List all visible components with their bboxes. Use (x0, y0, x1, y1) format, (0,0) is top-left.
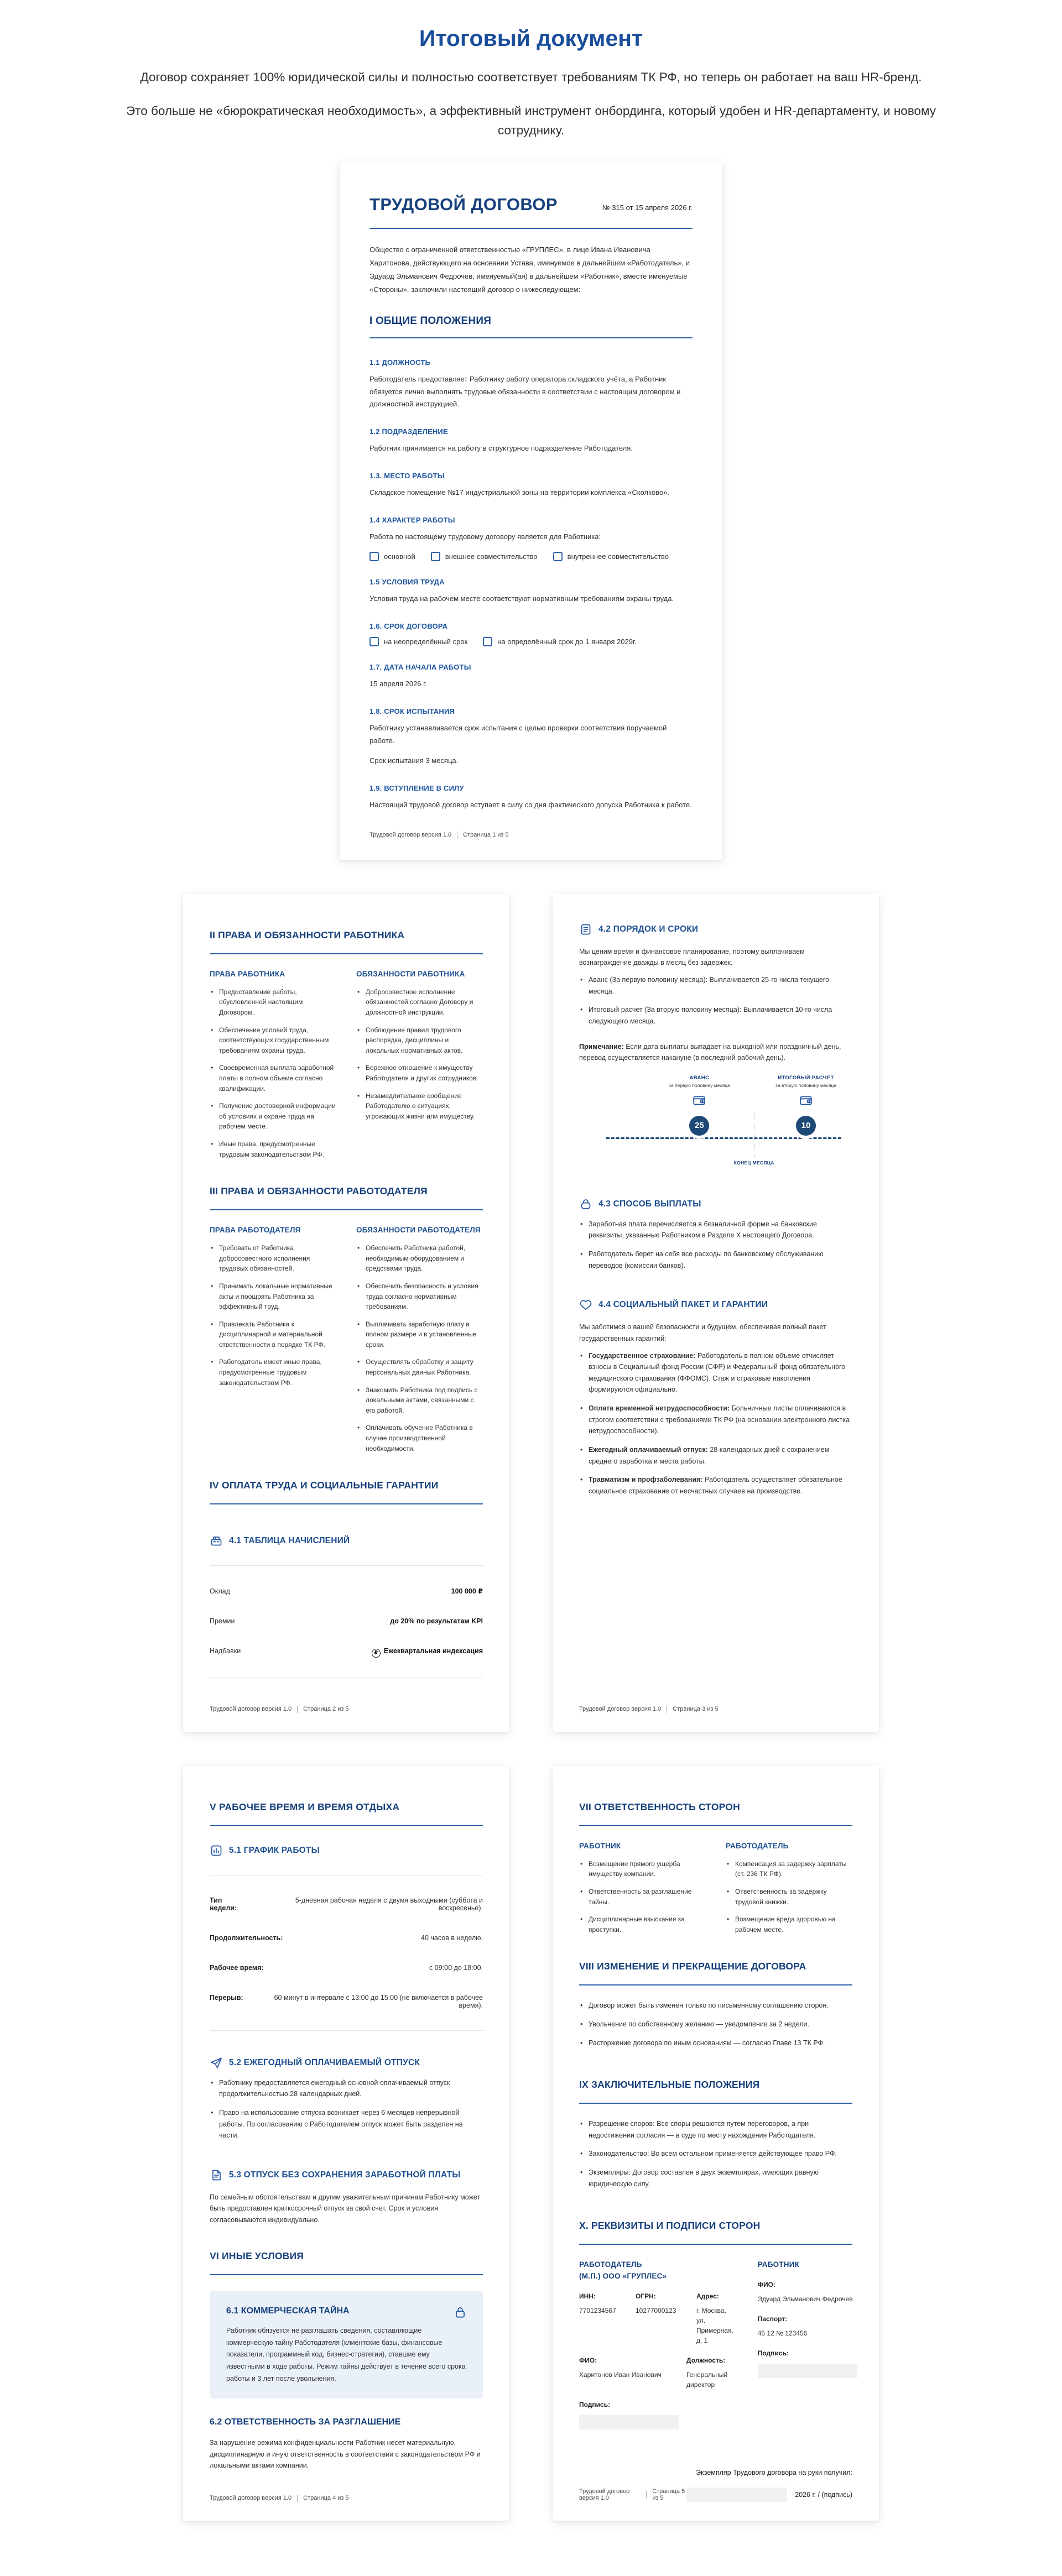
inn-label: ИНН: (579, 2292, 596, 2301)
schedule-value: 40 часов в неделю. (421, 1934, 483, 1942)
schedule-label: Тип недели: (210, 1896, 237, 1912)
list-item: • Заработная плата перечисляется в безналичной форме на банковские реквизиты, указанные Работником в Разделе X настоящего Договора. (579, 1219, 852, 1241)
footer-page-number: Страница 5 из 5 (652, 2488, 685, 2501)
list-item: • Возмещение прямого ущерба имуществу компании. (579, 1859, 706, 1879)
subsection-6-2: 6.2 ОТВЕТСТВЕННОСТЬ ЗА РАЗГЛАШЕНИЕ (210, 2417, 401, 2427)
list-item: • Государственное страхование: Работодатель в полном объеме отчисляет взносы в Социальный фонд России (СФР) и Федеральный фонд обязательного медицинского страхования (ФФОМС). Стаж и страховые накопления формируются официально. (579, 1350, 852, 1396)
employer-heading-2: (М.П.) ООО «ГРУПЛЕС» (579, 2272, 667, 2281)
employer-person (579, 2356, 733, 2390)
page-footer-3 (579, 1688, 852, 1713)
fio-label: ФИО: (579, 2356, 597, 2365)
liability-columns (579, 1841, 852, 1942)
list-item: • Выплачивать заработную плату в полном размере и в установленные сроки. (356, 1319, 483, 1350)
employer-signature-field (579, 2415, 679, 2429)
bullet-list (210, 1243, 336, 1388)
clause-1-7 (369, 649, 693, 693)
clause-heading: 1.8. СРОК ИСПЫТАНИЯ (369, 707, 455, 715)
subsection-4-4 (579, 1298, 852, 1311)
list-item: • Принимать локальные нормативные акты и поощрять Работника за эффективный труд. (210, 1281, 336, 1312)
note-lead: Примечание: (579, 1042, 624, 1051)
subsection-title: 4.2 ПОРЯДОК И СРОКИ (598, 924, 699, 934)
timeline-dashed-line (606, 1137, 841, 1139)
contract-page-1 (340, 163, 722, 860)
clause-heading: 1.3. МЕСТО РАБОТЫ (369, 471, 445, 480)
footer-version: Трудовой договор версия 1.0 (210, 2495, 292, 2502)
employer-rights-duties (210, 1225, 483, 1461)
position-value: Генеральный директор (686, 2371, 728, 2389)
list-item: • Компенсация за задержку зарплаты (ст. 236 ТК РФ). (726, 1859, 852, 1879)
clause-text: Складское помещение №17 индустриальной зоны на территории комплекса «Сколково». (369, 488, 670, 497)
intro-paragraph-1: Договор сохраняет 100% юридической силы и полностью соответствует требованиям ТК РФ, но теперь он работает на ваш HR-бренд. (140, 70, 922, 84)
employer-signature-block (579, 2401, 733, 2429)
employer-requisites (579, 2259, 733, 2429)
fio-label: ФИО: (757, 2281, 775, 2289)
list-item: • Ответственность за разглашение тайны. (579, 1887, 706, 1907)
doc-header (369, 195, 693, 215)
pages-row-2 (0, 894, 1062, 1732)
employer-ids (579, 2292, 733, 2345)
list-item: • Обеспечить безопасность и условия труда согласно нормативным требованиям. (356, 1281, 483, 1312)
column-heading: РАБОТНИК (579, 1841, 621, 1850)
column-heading: ПРАВА РАБОТНИКА (210, 969, 285, 978)
salary-label: Премии (210, 1617, 235, 1626)
checkbox-label: внутреннее совместительство (567, 552, 669, 561)
payment-timeline (579, 1073, 852, 1171)
list-item: • Бережное отношение к имуществу Работодателя и других сотрудников. (356, 1063, 483, 1083)
clause-1-9 (369, 770, 693, 814)
list-item: • Ежегодный оплачиваемый отпуск: 28 календарных дней с сохранением среднего заработка и места работы. (579, 1444, 852, 1467)
clause-1-8 (369, 693, 693, 770)
list-item: • Осуществлять обработку и защиту персональных данных Работника. (356, 1357, 483, 1377)
section-title-3: III ПРАВА И ОБЯЗАННОСТИ РАБОТОДАТЕЛЯ (210, 1185, 428, 1197)
employee-duties-column (356, 969, 483, 1167)
employee-liability-column (579, 1841, 706, 1942)
salary-label: Оклад (210, 1587, 230, 1596)
list-item: • Работнику предоставляется ежегодный основной оплачиваемый отпуск продолжительностью 28 календарных дней. (210, 2077, 483, 2100)
divider (210, 2274, 483, 2275)
bullet-list-bold-leads (579, 1350, 852, 1504)
salary-row (210, 1647, 483, 1657)
divider (210, 1565, 483, 1566)
checkbox-icon[interactable] (553, 552, 563, 561)
list-item: • Итоговый расчет (За вторую половину месяца): Выплачивается 10-го числа следующего месяца. (579, 1004, 852, 1027)
list-item: • Предоставление работы, обусловленной настоящим Договором. (210, 987, 336, 1018)
paragraph: Работник обязуется не разглашать сведения, составляющие коммерческую тайну Работодателя (клиентские базы, финансовые показатели, программный код, бизнес-стратегии), ставшие ему известными в ходе работы. Режим тайны действует в течение всего срока работы и 3 лет после увольнения. (226, 2326, 466, 2383)
schedule-row (210, 1994, 483, 2009)
list-item: • Иные права, предусмотренные трудовым законодательством РФ. (210, 1139, 336, 1159)
list-item: • Требовать от Работника добросовестного исполнения трудовых обязанностей. (210, 1243, 336, 1274)
section-title-7: VII ОТВЕТСТВЕННОСТЬ СТОРОН (579, 1801, 740, 1812)
footer-page-number: Страница 1 из 5 (463, 832, 509, 839)
term-options (369, 637, 693, 646)
divider (210, 2030, 483, 2031)
clause-text: Настоящий трудовой договор вступает в силу со дня фактического допуска Работника к работе. (369, 801, 692, 809)
copy-suffix: 2026 г. / (подпись) (795, 2490, 852, 2499)
passport-value: 45 12 № 123456 (757, 2329, 808, 2338)
clause-1-4 (369, 501, 693, 564)
schedule-row (210, 1964, 483, 1972)
employee-signature-field (758, 2364, 857, 2378)
clause-1-6 (369, 608, 693, 649)
position-block (686, 2356, 733, 2390)
note-text: Если дата выплаты выпадает на выходной или праздничный день, перевод осуществляется накануне (в последний рабочий день). (579, 1042, 841, 1062)
bullet-list (726, 1859, 852, 1935)
footer-page-number: Страница 3 из 5 (673, 1706, 719, 1713)
timeline-node-title: ИТОГОВЫЙ РАСЧЕТ (778, 1074, 834, 1081)
address-label: Адрес: (696, 2292, 719, 2301)
column-heading: ПРАВА РАБОТОДАТЕЛЯ (210, 1226, 301, 1235)
list-item: • Законодательство: Во всем остальном применяется действующее право РФ. (579, 2148, 852, 2160)
page-footer-4 (210, 2477, 483, 2502)
footer-page-number: Страница 2 из 5 (303, 1706, 349, 1713)
bullet-list (579, 974, 852, 1034)
address-value: г. Москва, ул. Примерная, д. 1 (696, 2307, 733, 2345)
page-footer-5 (579, 2488, 686, 2501)
section-title-1: I ОБЩИЕ ПОЛОЖЕНИЯ (369, 315, 492, 327)
footer-separator (646, 2491, 647, 2498)
ogrn-block (636, 2292, 686, 2345)
clause-1-1 (369, 344, 693, 413)
divider (210, 953, 483, 954)
lock-icon (453, 2305, 467, 2322)
clause-heading: 1.6. СРОК ДОГОВОРА (369, 622, 448, 631)
divider (210, 1825, 483, 1826)
employer-heading-1: РАБОТОДАТЕЛЬ (579, 2260, 642, 2269)
work-type-options (369, 552, 693, 561)
salary-value-text: Ежеквартальная индексация (383, 1647, 483, 1655)
salary-value: до 20% по результатам KPI (390, 1617, 483, 1626)
subsection-title: 4.1 ТАБЛИЦА НАЧИСЛЕНИЙ (229, 1536, 350, 1546)
commercial-secret-box (210, 2291, 483, 2399)
paragraph: За нарушение режима конфиденциальности Работник несет материальную, дисциплинарную и иную ответственность в соответствии с законодательством РФ и локальными актами компании. (210, 2439, 481, 2470)
subsection-4-3 (579, 1198, 852, 1211)
schedule-row (210, 1934, 483, 1942)
section-title-5: V РАБОЧЕЕ ВРЕМЯ И ВРЕМЯ ОТДЫХА (210, 1801, 400, 1812)
clause-text: Работа по настоящему трудовому договору является для Работника: (369, 532, 601, 541)
doc-number: № 315 от 15 апреля 2026 г. (602, 203, 693, 212)
page5-bottom (579, 2452, 852, 2502)
list-item: • Работодатель берет на себя все расходы по банковскому обслуживанию переводов (комиссии банков). (579, 1248, 852, 1271)
checkbox-icon[interactable] (369, 637, 379, 646)
list-item: • Обеспечить Работника работой, необходимым оборудованием и средствами труда. (356, 1243, 483, 1274)
list-item: • Разрешение споров: Все споры решаются путем переговоров, а при недостижении согласия — в суде по месту нахождения Работодателя. (579, 2118, 852, 2141)
wallet-icon (655, 1093, 743, 1110)
list-item: • Незамедлительное сообщение Работодателю о ситуациях, угрожающих жизни или имуществу. (356, 1091, 483, 1122)
timeline-node-title: АВАНС (689, 1074, 710, 1081)
bullet-list (579, 2118, 852, 2197)
contract-page-4 (183, 1766, 509, 2521)
pages-row-3 (0, 1766, 1062, 2521)
section-title-6: VI ИНЫЕ УСЛОВИЯ (210, 2250, 304, 2261)
list-item: • Получение достоверной информации об условиях и охране труда на рабочем месте. (210, 1101, 336, 1132)
wallet-icon (762, 1093, 850, 1110)
subsection-title: 5.1 ГРАФИК РАБОТЫ (229, 1845, 320, 1855)
document-icon (579, 923, 592, 936)
list-item: • Аванс (За первую половину месяца): Выплачивается 25-го числа текущего месяца. (579, 974, 852, 997)
list-item: • Экземпляры: Договор составлен в двух экземплярах, имеющих равную юридическую силу. (579, 2167, 852, 2190)
footer-version: Трудовой договор версия 1.0 (579, 2488, 630, 2501)
checkbox-option[interactable] (553, 552, 669, 561)
divider (369, 228, 693, 229)
divider (210, 1209, 483, 1210)
subsection-title: 4.4 СОЦИАЛЬНЫЙ ПАКЕТ И ГАРАНТИИ (598, 1300, 768, 1310)
copy-received-line: Экземпляр Трудового договора на руки получил: (696, 2468, 852, 2476)
divider (579, 2244, 852, 2245)
timeline-day-circle: 25 (689, 1116, 709, 1136)
clause-text: Условия труда на рабочем месте соответствуют нормативным требованиям охраны труда. (369, 594, 674, 603)
divider (579, 2103, 852, 2104)
checkbox-option[interactable] (369, 552, 415, 561)
section-title-2: II ПРАВА И ОБЯЗАННОСТИ РАБОТНИКА (210, 929, 405, 940)
doc-title: ТРУДОВОЙ ДОГОВОР (369, 194, 558, 214)
bullet-list (579, 1219, 852, 1279)
bullet-list (356, 987, 483, 1122)
contract-page-2 (183, 894, 509, 1732)
clause-1-2 (369, 413, 693, 457)
employee-rights-column (210, 969, 336, 1167)
bullet-list (210, 2077, 483, 2149)
footer-version: Трудовой договор версия 1.0 (369, 832, 452, 839)
checkbox-label: на определённый срок до 1 января 2029г. (497, 638, 637, 646)
checkbox-icon[interactable] (483, 637, 492, 646)
fio-value: Эдуард Эльманович Федрочев (757, 2295, 853, 2303)
position-label: Должность: (686, 2356, 726, 2365)
schedule-label: Рабочее время: (210, 1963, 264, 1972)
checkbox-label: основной (384, 552, 415, 561)
fio-block (579, 2356, 676, 2390)
page-footer-1 (369, 814, 693, 839)
clause-text: Работнику устанавливается срок испытания с целью проверки соответствия поручаемой работе. (369, 723, 667, 745)
list-item: • Своевременная выплата заработной платы в полном объеме согласно квалификации. (210, 1063, 336, 1094)
list-item: • Увольнение по собственному желанию — уведомление за 2 недели. (579, 2019, 852, 2030)
list-item: • Оплата временной нетрудоспособности: Больничные листы оплачиваются в строгом соответствии с требованиями ТК РФ (на основании электронного листка нетрудоспособности). (579, 1403, 852, 1437)
document-icon (210, 2169, 223, 2182)
heart-icon (579, 1298, 592, 1311)
bullet-list (210, 987, 336, 1159)
clause-heading: 1.4 ХАРАКТЕР РАБОТЫ (369, 515, 455, 524)
clause-heading: 1.7. ДАТА НАЧАЛА РАБОТЫ (369, 663, 471, 672)
bullet-list (356, 1243, 483, 1454)
salary-value: 100 000 ₽ (451, 1587, 483, 1596)
page-title: Итоговый документ (419, 25, 643, 51)
list-item: • Знакомить Работника под подпись с локальными актами, связанными с его работой. (356, 1385, 483, 1416)
subsection-title: 5.2 ЕЖЕГОДНЫЙ ОПЛАЧИВАЕМЫЙ ОТПУСК (229, 2057, 420, 2067)
list-item: • Дисциплинарные взыскания за проступки. (579, 1914, 706, 1935)
note-paragraph (579, 1041, 852, 1064)
timeline-node-final (762, 1075, 850, 1136)
subsection-title: 6.1 КОММЕРЧЕСКАЯ ТАЙНА (226, 2306, 350, 2316)
list-item: • Травматизм и профзаболевания: Работодатель осуществляет обязательное социальное страхование от несчастных случаев на производстве. (579, 1474, 852, 1497)
footer-version: Трудовой договор версия 1.0 (579, 1706, 662, 1713)
employer-liability-column (726, 1841, 852, 1942)
subsection-5-3 (210, 2169, 483, 2182)
subsection-4-2 (579, 923, 852, 936)
column-heading: ОБЯЗАННОСТИ РАБОТОДАТЕЛЯ (356, 1226, 481, 1235)
section-title-4: IV ОПЛАТА ТРУДА И СОЦИАЛЬНЫЕ ГАРАНТИИ (210, 1480, 439, 1491)
list-item: • Расторжение договора по иным основаниям — согласно Главе 13 ТК РФ. (579, 2037, 852, 2049)
bottom-spacer (0, 2521, 1062, 2576)
footer-page-number: Страница 4 из 5 (303, 2495, 349, 2502)
list-item: • Договор может быть изменен только по письменному соглашению сторон. (579, 2000, 852, 2011)
airplane-icon (210, 2056, 223, 2070)
clause-1-3 (369, 457, 693, 501)
clause-text: Работник принимается на работу в структурное подразделение Работодателя. (369, 444, 633, 453)
paragraph: По семейным обстоятельствам и другим уважительным причинам Работнику может быть предоставлен краткосрочный отпуск за свой счет. Срок и условия согласовываются индивидуально. (210, 2193, 481, 2224)
list-item: • Ответственность за задержку трудовой книжки. (726, 1887, 852, 1907)
section-title-8: VIII ИЗМЕНЕНИЕ И ПРЕКРАЩЕНИЕ ДОГОВОРА (579, 1961, 806, 1972)
bullet-list (579, 2000, 852, 2056)
checkbox-label: на неопределённый срок (384, 638, 468, 646)
employee-requisites (758, 2259, 857, 2429)
checkbox-icon[interactable] (431, 552, 440, 561)
timeline-node-subtitle: за первую половину месяца (668, 1082, 730, 1088)
clause-heading: 1.1 ДОЛЖНОСТЬ (369, 358, 431, 367)
checkbox-label: внешнее совместительство (445, 552, 538, 561)
cash-register-icon (210, 1534, 223, 1548)
clause-text: 15 апреля 2026 г. (369, 680, 427, 688)
address-block (696, 2292, 733, 2345)
footer-version: Трудовой договор версия 1.0 (210, 1706, 292, 1713)
timeline-node-advance (655, 1075, 743, 1136)
employer-rights-column (210, 1225, 336, 1461)
intro-paragraph-2: Это больше не «бюрократическая необходимость», а эффективный инструмент онбординга, который удобен и HR-департаменту, и новому сотруднику. (126, 103, 936, 137)
divider (579, 1825, 852, 1826)
party-heading (579, 2259, 733, 2282)
employee-rights-duties (210, 969, 483, 1167)
subsection-5-2 (210, 2056, 483, 2070)
timeline-node-subtitle: за вторую половину месяца (775, 1082, 836, 1088)
inn-value: 7701234567 (579, 2307, 616, 2315)
list-item: • Привлекать Работника к дисциплинарной и материальной ответственности в порядке ТК РФ. (210, 1319, 336, 1350)
column-heading: ОБЯЗАННОСТИ РАБОТНИКА (356, 969, 465, 978)
salary-value (372, 1647, 483, 1657)
purse-icon (579, 1198, 592, 1211)
signature-label: Подпись: (757, 2349, 789, 2358)
page5-bottom-row (579, 2488, 852, 2502)
footer-separator (297, 1706, 298, 1713)
clause-heading: 1.5 УСЛОВИЯ ТРУДА (369, 578, 445, 587)
checkbox-option[interactable] (483, 637, 636, 646)
bullet-list (579, 1859, 706, 1935)
timeline-mid-label: КОНЕЦ МЕСЯЦА (733, 1159, 774, 1166)
checkbox-option[interactable] (431, 552, 538, 561)
list-item: • Оплачивать обучение Работника в случае производственной необходимости. (356, 1423, 483, 1454)
inn-block (579, 2292, 626, 2345)
list-item: • Добросовестное исполнение обязанностей согласно Договору и должностной инструкции. (356, 987, 483, 1018)
schedule-label: Перерыв: (210, 1993, 243, 2002)
subsection-4-1 (210, 1534, 483, 1548)
preamble: Общество с ограниченной ответственностью «ГРУПЛЕС», в лице Ивана Ивановича Харитонова, действующего на основании Устава, именуемое в дальнейшем «Работодатель», и Эдуард Эльманович Федрочев, именуемый(ая) в дальнейшем «Работник», вместе именуемые «Стороны», заключили настоящий договор о нижеследующем: (369, 245, 690, 294)
ruble-circle-icon: ₽ (372, 1649, 381, 1658)
divider (579, 1984, 852, 1985)
paragraph: Мы ценим время и финансовое планирование, поэтому выплачиваем вознаграждение дважды в месяц без задержек. (579, 947, 805, 967)
clause-heading: 1.2 ПОДРАЗДЕЛЕНИЕ (369, 427, 448, 436)
footer-separator (297, 2495, 298, 2502)
list-item: • Возмещение вреда здоровью на рабочем месте. (726, 1914, 852, 1935)
party-heading: РАБОТНИК (757, 2260, 800, 2269)
copy-signature-row (686, 2488, 852, 2502)
copy-signature-field (686, 2488, 787, 2502)
schedule-value: с 09:00 до 18:00. (429, 1963, 483, 1972)
list-item: • Соблюдение правил трудового распорядка, дисциплины и локальных нормативных актов. (356, 1025, 483, 1056)
subsection-title: 5.3 ОТПУСК БЕЗ СОХРАНЕНИЯ ЗАРАБОТНОЙ ПЛАТЫ (229, 2170, 461, 2180)
timeline-day-circle: 10 (796, 1116, 816, 1136)
subsection-title: 4.3 СПОСОБ ВЫПЛАТЫ (598, 1199, 701, 1209)
passport-label: Паспорт: (757, 2315, 788, 2323)
clause-1-5 (369, 563, 693, 608)
schedule-value: 60 минут в интервале с 13:00 до 15:00 (не включается в рабочее время). (274, 1993, 483, 2009)
column-heading: РАБОТОДАТЕЛЬ (726, 1841, 789, 1850)
section-title-9: IX ЗАКЛЮЧИТЕЛЬНЫЕ ПОЛОЖЕНИЯ (579, 2079, 760, 2091)
signatures-grid (579, 2259, 852, 2429)
page-footer-2 (210, 1688, 483, 1713)
ogrn-value: 10277000123 (636, 2307, 676, 2315)
checkbox-option[interactable] (369, 637, 467, 646)
clause-text-2: Срок испытания 3 месяца. (369, 756, 459, 765)
list-item: • Обеспечение условий труда, соответствующих государственным требованиям охраны труда. (210, 1025, 336, 1056)
ogrn-label: ОГРН: (636, 2292, 656, 2301)
salary-label: Надбавки (210, 1647, 241, 1655)
list-item: • Право на использование отпуска возникает через 6 месяцев непрерывной работы. По согласованию с Работодателем отпуск может быть разделен на части. (210, 2107, 483, 2141)
employer-duties-column (356, 1225, 483, 1461)
salary-row (210, 1617, 483, 1625)
divider (210, 1503, 483, 1504)
divider (369, 337, 693, 338)
contract-page-3 (553, 894, 879, 1732)
list-item: • Работодатель имеет иные права, предусмотренные трудовым законодательством РФ. (210, 1357, 336, 1388)
section-title-10: X. РЕКВИЗИТЫ И ПОДПИСИ СТОРОН (579, 2220, 761, 2232)
clause-text: Работодатель предоставляет Работнику работу оператора складского учёта, а Работник обязуется лично выполнять трудовые обязанности в соответствии с настоящим договором и должностной инструкцией. (369, 374, 681, 409)
signature-label: Подпись: (579, 2401, 611, 2409)
fio-value: Харитонов Иван Иванович (579, 2371, 662, 2379)
schedule-row (210, 1896, 483, 1912)
paragraph: Мы заботимся о вашей безопасности и будущем, обеспечивая полный пакет государственных гарантий: (579, 1323, 826, 1342)
salary-row (210, 1587, 483, 1595)
contract-page-5 (553, 1766, 879, 2521)
clause-heading: 1.9. ВСТУПЛЕНИЕ В СИЛУ (369, 784, 464, 793)
schedule-value: 5-дневная рабочая неделя с двумя выходными (суббота и воскресенье). (295, 1896, 483, 1912)
schedule-label: Продолжительность: (210, 1934, 283, 1942)
checkbox-icon[interactable] (369, 552, 379, 561)
